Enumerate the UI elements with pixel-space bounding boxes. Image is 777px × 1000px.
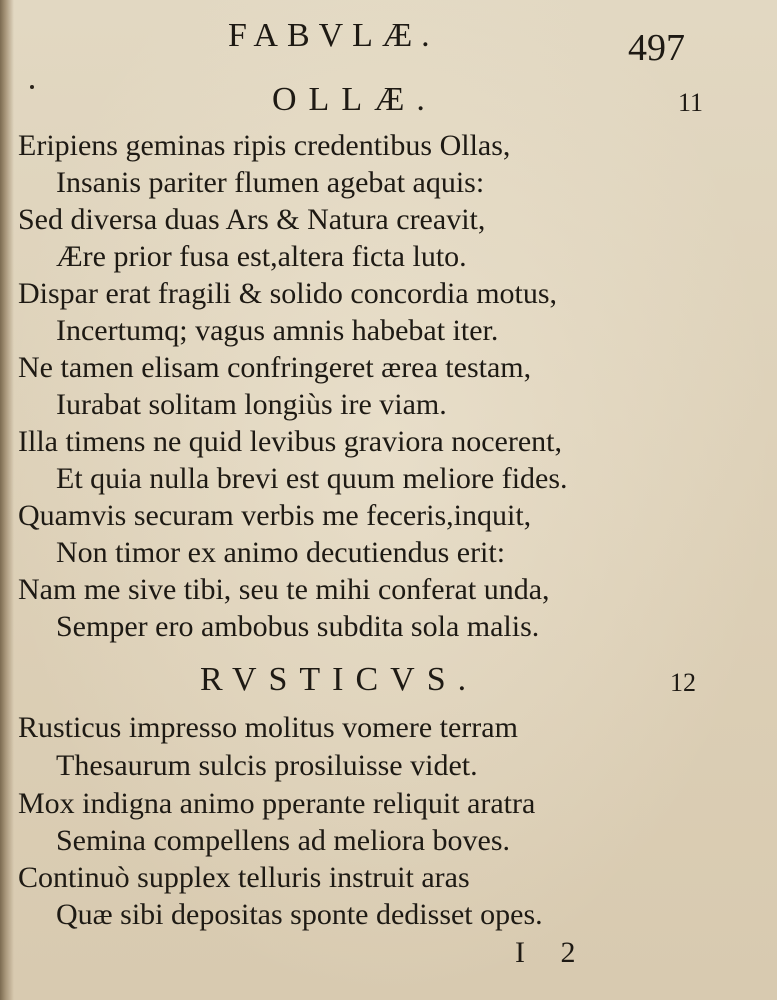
verse-line: Nam me sive tibi, seu te mihi conferat unda, [18, 573, 550, 606]
verse-line: Insanis pariter flumen agebat aquis: [56, 166, 485, 199]
fable-title-rusticus: RVSTICVS. [200, 661, 479, 698]
verse-line: Rusticus impresso molitus vomere terram [18, 711, 518, 744]
page-header [0, 14, 777, 69]
verse-line: Ære prior fusa est,altera ficta luto. [56, 240, 467, 273]
verse-line: Quamvis securam verbis me feceris,inquit, [18, 499, 532, 532]
fable-number-12: 12 [670, 668, 696, 697]
verse-line: Illa timens ne quid levibus graviora nocerent, [18, 425, 562, 458]
verse-line: Incertumq; vagus amnis habebat iter. [56, 314, 499, 347]
verse-line: Iurabat solitam longiùs ire viam. [56, 388, 447, 421]
page-number: 497 [628, 27, 685, 69]
fable-title-ollae: OLLÆ. [272, 81, 437, 118]
verse-line: Eripiens geminas ripis credentibus Ollas, [18, 129, 511, 162]
verse-line: Non timor ex animo decutiendus erit: [56, 536, 506, 569]
running-head: FABVLÆ. [228, 17, 439, 54]
verse-line: Thesaurum sulcis prosiluisse videt. [56, 749, 478, 782]
signature-mark: I 2 [515, 936, 590, 969]
ink-speck [30, 85, 34, 89]
verse-line: Et quia nulla brevi est quum meliore fides. [56, 462, 568, 495]
verse-line: Continuò supplex telluris instruit aras [18, 861, 470, 894]
verse-line: Quæ sibi depositas sponte dedisset opes. [56, 898, 543, 931]
verse-line: Mox indigna animo pperante reliquit aratra [18, 787, 536, 820]
fable-number-11: 11 [678, 88, 704, 117]
verse-line: Ne tamen elisam confringeret ærea testam, [18, 351, 532, 384]
verse-line: Sed diversa duas Ars & Natura creavit, [18, 203, 486, 236]
verse-line: Dispar erat fragili & solido concordia motus, [18, 277, 558, 310]
verse-line: Semina compellens ad meliora boves. [56, 824, 511, 857]
page-edge-shadow [0, 0, 14, 1000]
verse-line: Semper ero ambobus subdita sola malis. [56, 610, 540, 643]
